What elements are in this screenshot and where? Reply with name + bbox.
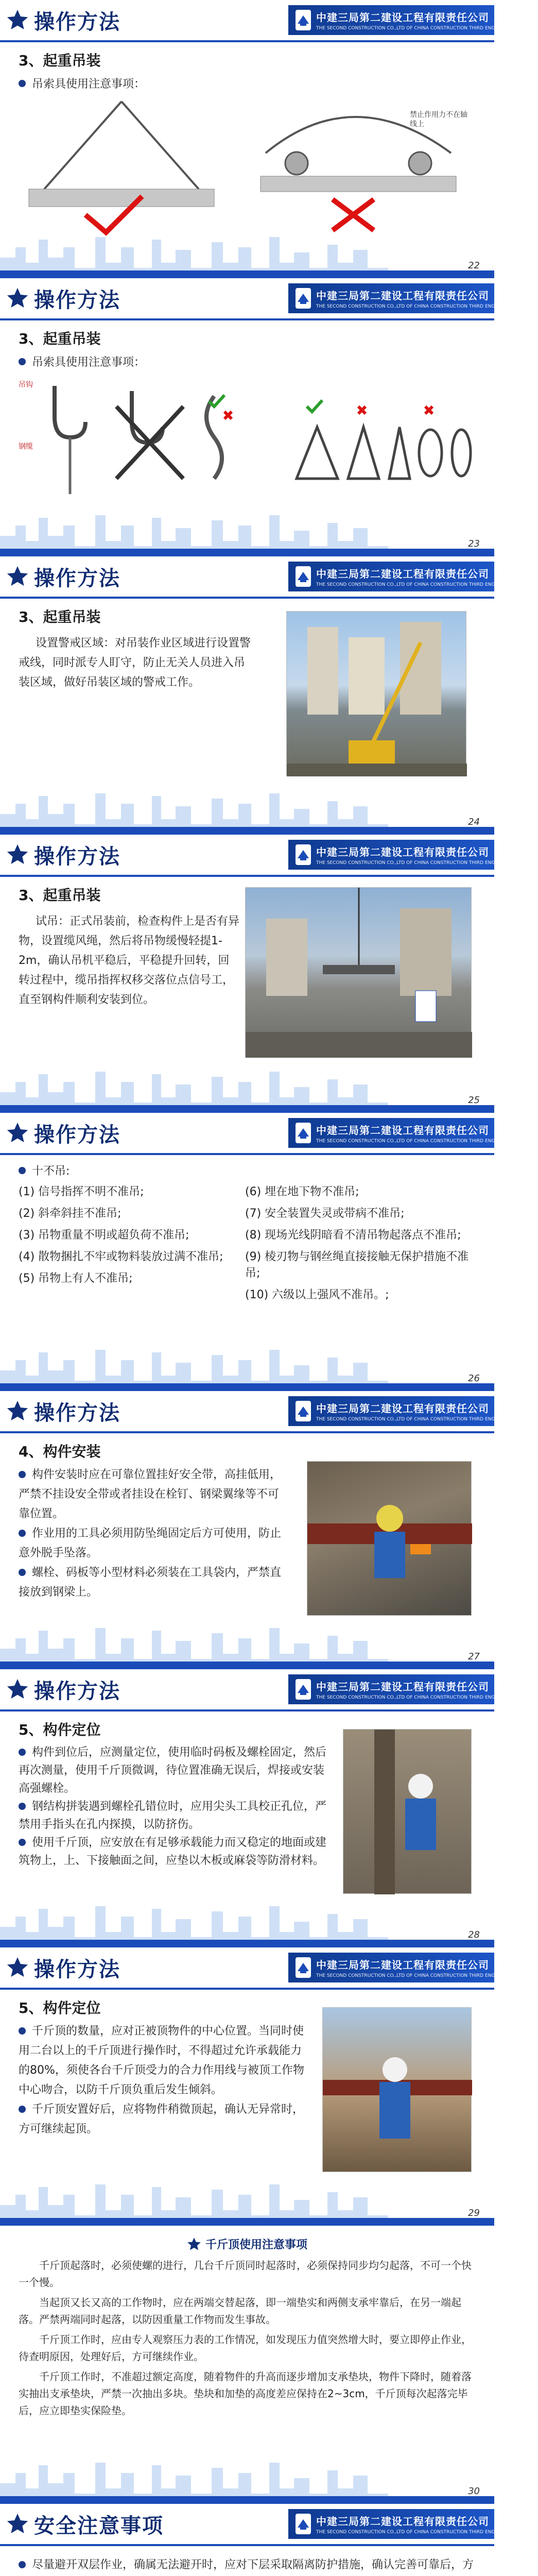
company-logo <box>288 1118 538 1148</box>
company-logo <box>288 283 538 313</box>
title-text: 操作方法 <box>34 1123 120 1147</box>
divider <box>0 318 494 320</box>
title-text: 操作方法 <box>34 844 120 869</box>
company-name: 中建三局第二建设工程有限责任公司 <box>316 11 489 24</box>
star-icon <box>6 2513 29 2535</box>
logo-mark-icon <box>296 2514 311 2534</box>
title-text: 操作方法 <box>34 288 120 312</box>
positioning-photo <box>343 1729 472 1894</box>
page-number: 24 <box>468 817 480 827</box>
sling-illustration <box>19 96 476 235</box>
logo-mark-icon <box>296 566 311 587</box>
company-name-en: THE SECOND CONSTRUCTION CO.,LTD OF CHINA CONSTRUCTION THIRD ENGINEERING BUREAU <box>316 2530 538 2535</box>
label-hook: 吊钩 <box>19 381 33 389</box>
skyline-decoration <box>0 1891 494 1947</box>
company-name-en: THE SECOND CONSTRUCTION CO.,LTD OF CHINA CONSTRUCTION THIRD ENGINEERING BUREAU <box>316 1139 538 1144</box>
slide-2 <box>0 278 538 556</box>
list-item: (4) 散物捆扎不牢或物料装放过满不准吊; <box>19 1250 223 1263</box>
list-item: (9) 棱刃物与钢丝绳直接接触无保护措施不准吊; <box>245 1250 469 1280</box>
bullet: 作业用的工具必须用防坠绳固定后方可使用，防止意外脱手坠落。 <box>19 1527 282 1560</box>
company-name-en: THE SECOND CONSTRUCTION CO.,LTD OF CHINA CONSTRUCTION THIRD ENGINEERING BUREAU <box>316 582 538 587</box>
slide-9 <box>0 2226 494 2504</box>
company-name: 中建三局第二建设工程有限责任公司 <box>316 1959 489 1971</box>
list-item: (5) 吊物上有人不准吊; <box>19 1272 133 1285</box>
company-name-en: THE SECOND CONSTRUCTION CO.,LTD OF CHINA CONSTRUCTION THIRD ENGINEERING BUREAU <box>316 304 538 309</box>
slide-8 <box>0 1947 538 2226</box>
bullet: 螺栓、码板等小型材料必须装在工具袋内，严禁直接放到钢梁上。 <box>19 1566 282 1599</box>
section-heading: 3、起重吊装 <box>19 608 101 625</box>
bullet-icon <box>19 1471 26 1478</box>
star-icon <box>6 1956 29 1979</box>
body-text: 设置警戒区域：对吊装作业区域进行设置警戒线，同时派专人盯守，防止无关人员进入吊装区域，做好吊装区域的警戒工作。 <box>19 637 251 689</box>
slide-10 <box>0 2504 538 2576</box>
bullet: 尽量避开双层作业，确属无法避开时，应对下层采取隔离防护措施，确认完善可靠后，方 <box>19 2555 476 2576</box>
skyline-decoration <box>0 778 494 835</box>
divider <box>0 597 494 599</box>
bullet-icon <box>19 358 26 365</box>
caution-para: 千斤顶工作时，不准超过额定高度，随着物件的升高而逐步增加支承垫块，物件下降时，随着落实抽出支承垫块，严禁一次抽出多块。垫块和加垫的高度差应保持在2~3cm，千斤顶每次起落完毕后，应立即垫实保险垫。 <box>19 2370 472 2417</box>
skyline-decoration <box>0 1334 494 1391</box>
divider <box>0 1153 494 1155</box>
hook-illustration <box>19 376 476 504</box>
caution-para: 当起顶又长又高的工作物时，应在两端交替起落，即一端垫实和两侧支承牢靠后，在另一端起落。严禁两端同时起落，以防因重量工作物而发生事故。 <box>19 2296 461 2326</box>
slide-5 <box>0 1113 538 1391</box>
logo-mark-icon <box>296 288 311 309</box>
trial-lift-photo <box>245 887 472 1057</box>
page-number: 25 <box>468 1095 480 1106</box>
slide-7 <box>0 1669 538 1947</box>
company-logo <box>288 1674 538 1704</box>
caution-para: 千斤顶工作时，应由专人观察压力表的工作情况，如发现压力值突然增大时，要立即停止作业，待查明原因，处理好后，方可继续作业。 <box>19 2333 472 2363</box>
divider <box>0 2544 494 2546</box>
star-icon <box>6 843 29 866</box>
page-number: 29 <box>468 2208 480 2218</box>
list-item: (6) 埋在地下物不准吊; <box>245 1185 359 1198</box>
company-name-en: THE SECOND CONSTRUCTION CO.,LTD OF CHINA CONSTRUCTION THIRD ENGINEERING BUREAU <box>316 26 538 31</box>
bullet-icon <box>19 2106 26 2113</box>
bullet: 十不吊: <box>19 1162 476 1178</box>
list-item: (7) 安全装置失灵或带病不准吊; <box>245 1207 405 1220</box>
label-cable: 钢缆 <box>19 443 33 451</box>
bullet: 千斤顶安置好后，应将物件稍微顶起，确认无异常时，方可继续起顶。 <box>19 2103 304 2136</box>
bullet-icon <box>19 1803 26 1810</box>
skyline-decoration <box>0 1613 494 1669</box>
installation-photo <box>307 1461 472 1616</box>
star-icon <box>6 287 29 310</box>
bullet: 构件安装时应在可靠位置挂好安全带，高挂低用，严禁不挂设安全带或者挂设在栓钉、钢梁翼缘等不可靠位置。 <box>19 1468 282 1520</box>
company-name-en: THE SECOND CONSTRUCTION CO.,LTD OF CHINA CONSTRUCTION THIRD ENGINEERING BUREAU <box>316 1695 538 1700</box>
slide-3 <box>0 556 538 835</box>
page-number: 27 <box>468 1651 480 1662</box>
logo-mark-icon <box>296 1679 311 1700</box>
ten-no-lift-list <box>19 1181 476 1306</box>
slide-4 <box>0 835 538 1113</box>
section-heading: 3、起重吊装 <box>19 330 101 347</box>
star-icon <box>6 1400 29 1422</box>
divider <box>0 875 494 877</box>
body-text: 试吊：正式吊装前，检查构件上是否有异物，设置缆风绳，然后将吊物缓慢轻提1-2m，确认吊机平稳后，平稳提升回转，回转过程中，缆吊指挥权移交落位点信号工，直至钢构件顺利安装到位。 <box>19 915 240 1006</box>
page-number: 22 <box>468 260 480 271</box>
title-text: 安全注意事项 <box>34 2514 164 2538</box>
title-text: 操作方法 <box>34 566 120 590</box>
divider <box>0 40 494 42</box>
section-heading: 3、起重吊装 <box>19 887 101 904</box>
section-heading: 5、构件定位 <box>19 1999 101 2016</box>
title-text: 操作方法 <box>34 1401 120 1425</box>
company-logo <box>288 1953 538 1982</box>
bullet-icon <box>19 1839 26 1846</box>
company-name: 中建三局第二建设工程有限责任公司 <box>316 290 489 302</box>
company-logo <box>288 1396 538 1426</box>
bullet-icon <box>19 2027 26 2035</box>
slide-title <box>0 0 120 40</box>
star-icon <box>6 1678 29 1701</box>
skyline-decoration <box>0 1056 494 1113</box>
bullet-icon <box>19 80 26 87</box>
slide-6 <box>0 1391 538 1669</box>
company-logo <box>288 840 538 870</box>
company-name: 中建三局第二建设工程有限责任公司 <box>316 568 489 580</box>
skyline-decoration <box>0 222 494 278</box>
title-text: 操作方法 <box>34 1957 120 1981</box>
company-name: 中建三局第二建设工程有限责任公司 <box>316 846 489 858</box>
title-text: 操作方法 <box>34 1679 120 1703</box>
bullet: 构件到位后，应测量定位，使用临时码板及螺栓固定，然后再次测量，使用千斤顶微调，待位置准确无误后，焊接或安装高强螺栓。 <box>19 1746 327 1795</box>
logo-mark-icon <box>296 844 311 865</box>
slide-1 <box>0 0 538 278</box>
bullet-icon <box>19 1749 26 1756</box>
company-logo <box>288 562 538 591</box>
caution-title: 千斤顶使用注意事项 <box>19 2236 476 2252</box>
divider <box>0 1709 494 1711</box>
divider <box>0 1431 494 1433</box>
bullet: 钢结构拼装遇到螺栓孔错位时，应用尖头工具校正孔位，严禁用手指头在孔内探摸，以防挤伤。 <box>19 1800 327 1831</box>
title-text: 操作方法 <box>34 10 120 34</box>
list-item: (2) 斜牵斜挂不准吊; <box>19 1207 122 1220</box>
bullet: 吊索具使用注意事项： <box>19 75 476 91</box>
company-name: 中建三局第二建设工程有限责任公司 <box>316 1402 489 1415</box>
section-heading: 3、起重吊装 <box>19 52 101 69</box>
section-heading: 4、构件安装 <box>19 1443 101 1460</box>
bullet-icon <box>19 1530 26 1537</box>
warning-note: 禁止作用力不在轴线上 <box>410 111 467 128</box>
crane-site-photo <box>286 611 466 776</box>
star-icon <box>187 2237 201 2251</box>
caution-para: 千斤顶起落时，必须使螺的进行，几台千斤顶同时起落时，必须保持同步均匀起落，不可一个快一个慢。 <box>19 2259 472 2289</box>
divider <box>0 1988 494 1990</box>
bullet: 千斤顶的数量，应对正被顶物件的中心位置。当同时使用二台以上的千斤顶进行操作时，不得超过允许承载能力的80%，须使各台千斤顶受力的合力作用线与被顶工作物中心吻合，以防千斤顶负重后发生倾斜。 <box>19 2025 304 2096</box>
company-logo <box>288 5 538 35</box>
skyline-decoration <box>0 2447 494 2504</box>
list-item: (8) 现场光线阴暗看不清吊物起落点不准吊; <box>245 1229 461 1242</box>
page-number: 30 <box>468 2486 480 2497</box>
company-name-en: THE SECOND CONSTRUCTION CO.,LTD OF CHINA CONSTRUCTION THIRD ENGINEERING BUREAU <box>316 1973 538 1978</box>
company-name: 中建三局第二建设工程有限责任公司 <box>316 1124 489 1137</box>
list-item: (10) 六级以上强风不准吊。; <box>245 1289 389 1301</box>
bullet-icon <box>19 1569 26 1576</box>
star-icon <box>6 565 29 588</box>
page-number: 23 <box>468 538 480 549</box>
logo-mark-icon <box>296 1957 311 1978</box>
page-number: 28 <box>468 1929 480 1940</box>
company-name-en: THE SECOND CONSTRUCTION CO.,LTD OF CHINA CONSTRUCTION THIRD ENGINEERING BUREAU <box>316 860 538 866</box>
bullet-icon <box>19 2561 26 2568</box>
logo-mark-icon <box>296 1401 311 1421</box>
page-number: 26 <box>468 1373 480 1384</box>
star-icon <box>6 1122 29 1144</box>
list-item: (1) 信号指挥不明不准吊; <box>19 1185 144 1198</box>
bullet: 使用千斤顶，应安放在有足够承载能力而又稳定的地面或建筑物上，上、下接触面之间，应垫以木板或麻袋等防滑材料。 <box>19 1836 327 1867</box>
company-name: 中建三局第二建设工程有限责任公司 <box>316 1681 489 1693</box>
logo-mark-icon <box>296 1123 311 1143</box>
section-heading: 5、构件定位 <box>19 1721 101 1738</box>
logo-mark-icon <box>296 10 311 30</box>
skyline-decoration <box>0 2169 494 2226</box>
company-name-en: THE SECOND CONSTRUCTION CO.,LTD OF CHINA CONSTRUCTION THIRD ENGINEERING BUREAU <box>316 1417 538 1422</box>
bullet: 吊索具使用注意事项： <box>19 353 476 369</box>
company-logo <box>288 2509 538 2539</box>
company-name: 中建三局第二建设工程有限责任公司 <box>316 2515 489 2528</box>
bullet-icon <box>19 1167 26 1174</box>
list-item: (3) 吊物重量不明或超负荷不准吊; <box>19 1229 189 1242</box>
jack-photo <box>322 2007 472 2172</box>
skyline-decoration <box>0 500 494 556</box>
star-icon <box>6 9 29 31</box>
